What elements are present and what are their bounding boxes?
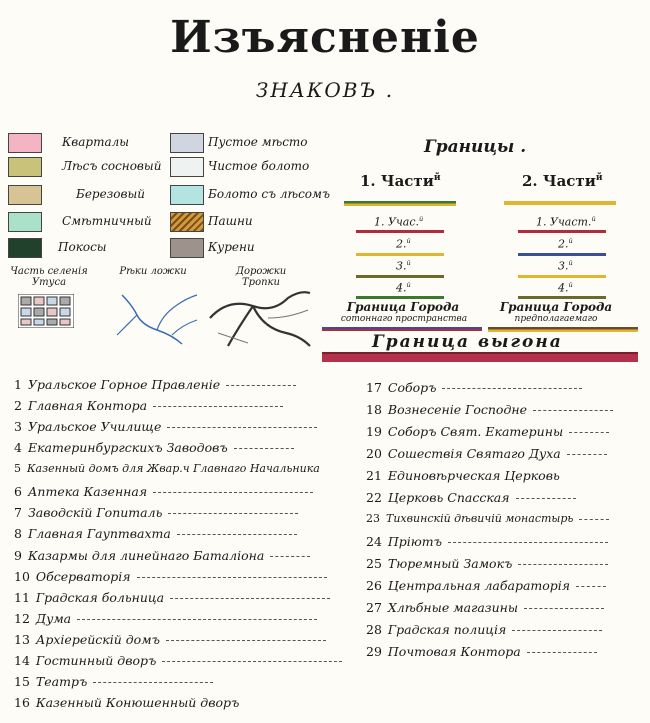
swatch-birch-forest: [8, 185, 42, 205]
part1-label: 1. Части: [360, 172, 434, 190]
boundaries-title: Границы .: [424, 137, 527, 157]
list-item: 25 Тюремный Замокъ: [366, 556, 608, 571]
list-item: 21 Единовѣрческая Церковь: [366, 468, 560, 483]
list-item: 2 Главная Контора: [14, 398, 283, 413]
left-sub-line-1: [356, 230, 444, 233]
legend-label: Курени: [208, 240, 255, 254]
list-item: 8 Главная Гауптвахта: [14, 526, 297, 541]
part1-boundary-line: [344, 201, 456, 206]
map-legend-title: Изъясненіе: [170, 12, 480, 63]
right-sub-line-3: [518, 275, 606, 278]
right-sub-line-4: [518, 296, 606, 299]
left-sub-3: 3.$^й$: [396, 259, 411, 273]
list-item: 19 Соборъ Свят. Екатерины: [366, 424, 609, 439]
list-item: 27 Хлѣбные магазины: [366, 600, 604, 615]
city-boundary-left-label: Граница Города: [346, 300, 460, 314]
map-legend-subtitle: ЗНАКОВЪ .: [255, 78, 395, 102]
list-item: 11 Градская больница: [14, 590, 330, 605]
swatch-forest-swamp: [170, 185, 204, 205]
legend-label: Березовый: [76, 187, 145, 201]
list-item: 13 Архіерейскій домъ: [14, 632, 326, 647]
right-sub-4: 4.$^й$: [558, 281, 573, 295]
city-boundary-left-sub: сотоннаго пространства: [340, 314, 468, 324]
list-item: 24 Пріютъ: [366, 534, 608, 549]
list-item: 4 Екатеринбургскихъ Заводовъ: [14, 440, 294, 455]
swatch-meadows: [8, 238, 42, 258]
legend-label: Смѣтничный: [62, 214, 152, 228]
list-item: 7 Заводскій Гопиталь: [14, 505, 298, 520]
pasture-boundary-label: Граница выгона: [372, 332, 563, 352]
swatch-clean-swamp: [170, 157, 204, 177]
legend-label: Покосы: [58, 240, 107, 254]
right-sub-2: 2.$^й$: [558, 237, 573, 251]
right-sub-line-2: [518, 253, 606, 256]
legend-label: Квартaлы: [62, 135, 130, 149]
legend-label: Болото съ лѣсомъ: [208, 187, 330, 201]
part2-boundary-line: [504, 201, 616, 205]
list-item: 15 Театръ: [14, 674, 213, 689]
legend-label: Лѣсъ сосновый: [62, 159, 162, 173]
pasture-boundary-band: [322, 352, 638, 362]
swatch-pine-forest: [8, 157, 42, 177]
list-item: 5 Казенный домъ для Жвар.ч Главнаго Начальника: [14, 462, 320, 475]
list-item: 28 Градская полиція: [366, 622, 602, 637]
list-item: 6 Аптека Казенная: [14, 484, 313, 499]
list-item: 22 Церковь Спасская: [366, 490, 576, 505]
list-item: 20 Сошествія Святаго Духа: [366, 446, 607, 461]
swatch-kvartaly: [8, 133, 42, 153]
list-item: 16 Казенный Конюшенный дворъ: [14, 695, 240, 710]
swatch-empty-place: [170, 133, 204, 153]
city-boundary-right-label: Граница Города: [499, 300, 613, 314]
swatch-ploughland: [170, 212, 204, 232]
list-item: 14 Гостинный дворъ: [14, 653, 342, 668]
list-item: 18 Вознесеніе Господне: [366, 402, 613, 417]
left-sub-line-4: [356, 296, 444, 299]
colony-caption: Часть селенія Утуса: [10, 266, 88, 288]
right-sub-1: 1. Участ.$^й$: [536, 215, 596, 229]
list-item: 23 Тихвинскій дѣвичій монастырь: [366, 512, 609, 525]
left-sub-2: 2.$^й$: [396, 237, 411, 251]
part2-label: 2. Части: [522, 172, 596, 190]
list-item: 29 Почтовая Контора: [366, 644, 597, 659]
list-item: 10 Обсерваторія: [14, 569, 327, 584]
list-item: 26 Центральная лабараторія: [366, 578, 606, 593]
right-sub-3: 3.$^й$: [558, 259, 573, 273]
legend-label: Чистое болото: [208, 159, 310, 173]
part1-sup: й: [433, 173, 441, 183]
rivers-symbol: [112, 290, 202, 346]
colony-symbol: [18, 294, 74, 328]
legend-label: Пашни: [208, 214, 253, 228]
list-item: 1 Уральское Горное Правленіе: [14, 377, 296, 392]
part2-sup: й: [595, 173, 603, 183]
city-boundary-left-line: [322, 327, 482, 331]
list-item: 17 Соборъ: [366, 380, 582, 395]
list-item: 9 Казармы для линейнаго Баталіона: [14, 548, 310, 563]
right-sub-line-1: [518, 230, 606, 233]
list-item: 3 Уральское Училище: [14, 419, 317, 434]
roads-caption: Дорожки Тропки: [235, 266, 287, 288]
left-sub-1: 1. Учас.$^й$: [374, 215, 424, 229]
list-item: 12 Дума: [14, 611, 317, 626]
part1-title: [360, 172, 441, 190]
left-sub-line-3: [356, 275, 444, 278]
swatch-kureni: [170, 238, 204, 258]
legend-label: Пустое мѣсто: [208, 135, 308, 149]
part2-title: [522, 172, 603, 190]
rivers-caption: Рѣки ложки: [119, 266, 187, 277]
left-sub-4: 4.$^й$: [396, 281, 411, 295]
swatch-mixed-forest: [8, 212, 42, 232]
roads-symbol: [208, 288, 312, 348]
left-sub-line-2: [356, 253, 444, 256]
city-boundary-right-sub: предполагаемаго: [514, 314, 598, 324]
